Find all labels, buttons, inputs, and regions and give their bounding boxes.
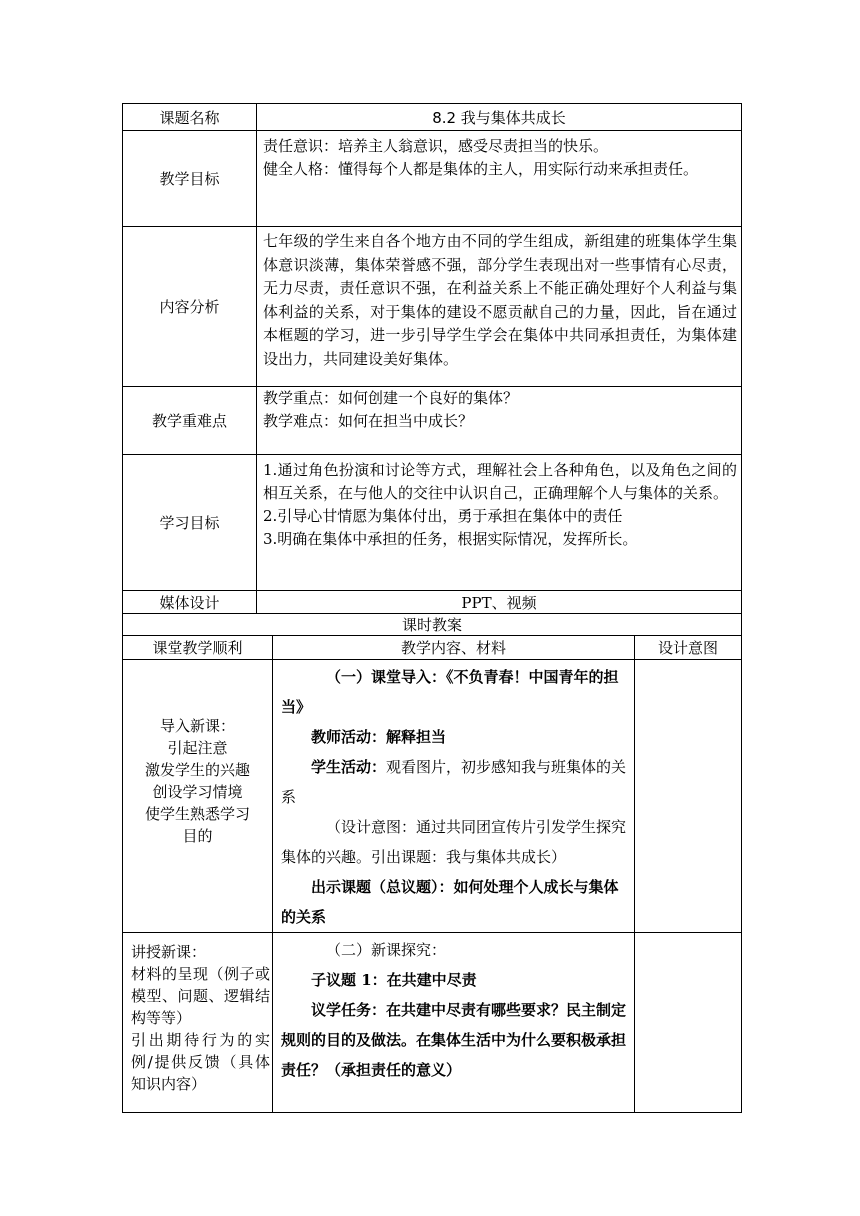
student-activity (281, 752, 628, 812)
table-row (123, 660, 742, 933)
stage-line: 激发学生的兴趣 (144, 761, 250, 779)
course-title: 8.2 我与集体共成长 (257, 104, 742, 131)
table-row (123, 455, 742, 591)
row-label: 教学目标 (123, 131, 257, 227)
student-activity-text: 观看图片，初步感知我与班集体的关系 (281, 758, 627, 806)
teacher-activity: 教师活动：解释担当 (311, 728, 447, 746)
stage-line: 引起注意 (167, 739, 228, 757)
design-intent-note: （设计意图：通过共同团宣传片引发学生探究集体的兴趣。引出课题：我与集体共成长） (281, 818, 627, 866)
row-label: 课题名称 (123, 104, 257, 131)
column-header: 教学内容、材料 (273, 636, 635, 660)
stage-line: 讲授新课： (131, 943, 207, 961)
student-activity-label: 学生活动： (311, 758, 387, 776)
column-header: 课堂教学顺利 (123, 636, 273, 660)
show-topic-text: 出示课题（总议题）：如何处理个人成长与集体的关系 (281, 878, 619, 926)
row-label: 内容分析 (123, 227, 257, 387)
section-heading: （一）课堂导入：《不负青春！中国青年的担当》 (281, 668, 619, 716)
table-row (123, 227, 742, 387)
row-label: 教学重难点 (123, 387, 257, 455)
teaching-goals (257, 131, 742, 227)
sub-topic: 子议题 1：在共建中尽责 (311, 971, 477, 989)
lesson-plan-title: 课时教案 (123, 614, 742, 636)
key-point-line: 教学难点：如何在担当中成长？ (263, 412, 474, 430)
analysis-text: 七年级的学生来自各个地方由不同的学生组成，新组建的班集体学生集体意识淡薄，集体荣誉感不强，部分学生表现出对一些事情有心尽责，无力尽责，责任意识不强，在利益关系上不能正确处理好个人利益与集体利益的关系，对于集体的建设不愿贡献自己的力量，因此，旨在通过本框题的学习，进一步引导学生学会在集体中共同承担责任，为集体建设出力，共同建设美好集体。 (263, 232, 737, 368)
key-point-line: 教学重点：如何创建一个良好的集体？ (263, 389, 519, 407)
table-row (123, 636, 742, 660)
table-row (123, 591, 742, 614)
section-content (273, 933, 635, 1113)
media-design: PPT、视频 (257, 591, 742, 614)
stage-line: 导入新课： (159, 717, 235, 735)
stage-line: 使学生熟悉学习 (144, 805, 250, 823)
show-topic (281, 872, 628, 932)
goal-line: 责任意识：培养主人翁意识，感受尽责担当的快乐。 (263, 137, 609, 155)
design-intent-cell (635, 660, 742, 933)
key-points (257, 387, 742, 455)
learning-goals (257, 455, 742, 591)
stage-line: 创设学习情境 (152, 783, 243, 801)
learning-goal-line: 2.引导心甘情愿为集体付出，勇于承担在集体中的责任 (263, 507, 623, 525)
content-analysis (257, 227, 742, 387)
table-row (123, 387, 742, 455)
table-row (123, 131, 742, 227)
learning-task: 议学任务：在共建中尽责有哪些要求？民主制定规则的目的及做法。在集体生活中为什么要积极承担责任？（承担责任的意义） (281, 1001, 627, 1079)
learning-goal-line: 3.明确在集体中承担的任务，根据实际情况，发挥所长。 (263, 530, 638, 548)
course-info-table (122, 103, 742, 614)
column-header: 设计意图 (635, 636, 742, 660)
goal-line: 健全人格：懂得每个人都是集体的主人，用实际行动来承担责任。 (263, 160, 699, 178)
section-stage (123, 933, 273, 1113)
table-row (123, 933, 742, 1113)
lesson-plan-table (122, 613, 742, 1113)
section-heading: （二）新课探究： (326, 941, 447, 959)
section-content (273, 660, 635, 933)
stage-line: 引出期待行为的实例/提供反馈（具体知识内容） (131, 1031, 270, 1093)
learning-goal-line: 1.通过角色扮演和讨论等方式，理解社会上各种角色，以及角色之间的相互关系，在与他人的交往中认识自己，正确理解个人与集体的关系。 (263, 461, 737, 502)
row-label: 媒体设计 (123, 591, 257, 614)
stage-line: 目的 (182, 827, 213, 845)
section-stage (123, 660, 273, 933)
row-label: 学习目标 (123, 455, 257, 591)
table-row (123, 104, 742, 131)
stage-line: 材料的呈现（例子或模型、问题、逻辑结构等等） (131, 965, 270, 1027)
table-row (123, 614, 742, 636)
design-intent-cell (635, 933, 742, 1113)
